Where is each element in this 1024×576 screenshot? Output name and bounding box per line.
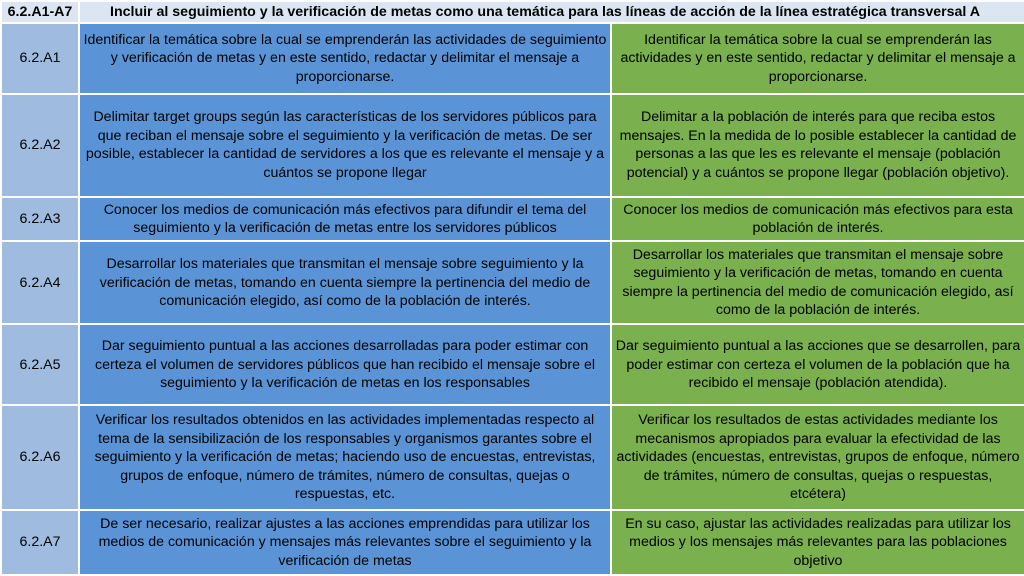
table-row [1,241,1024,324]
original-activity: De ser necesario, realizar ajustes a las acciones emprendidas para utilizar los medios de comunicación y mensajes más relevantes sobre el seguimiento y la verificación de metas [79,510,611,575]
row-id: 6.2.A1 [1,23,79,94]
row-id: 6.2.A3 [1,197,79,241]
revised-activity: En su caso, ajustar las actividades realizadas para utilizar los medios y los mensajes más relevantes para las poblaciones objetivo [611,510,1024,575]
row-id: 6.2.A6 [1,405,79,510]
revised-activity: Conocer los medios de comunicación más efectivos para esta población de interés. [611,197,1024,241]
original-activity: Identificar la temática sobre la cual se emprenderán las actividades de seguimiento y verificación de metas y en este sentido, redactar y delimitar el mensaje a proporcionarse. [79,23,611,94]
original-activity: Dar seguimiento puntual a las acciones desarrolladas para poder estimar con certeza el volumen de servidores públicos que han recibido el mensaje sobre el seguimiento y la verificación de metas en los responsables [79,324,611,405]
table-row [1,23,1024,94]
header-title: Incluir al seguimiento y la verificación de metas como una temática para las líneas de acción de la línea estratégica transversal A [79,1,1024,23]
revised-activity: Identificar la temática sobre la cual se emprenderán las actividades y en este sentido, redactar y delimitar el mensaje a proporcionarse. [611,23,1024,94]
table-row [1,197,1024,241]
table-row [1,94,1024,197]
row-id: 6.2.A7 [1,510,79,575]
table-row [1,405,1024,510]
original-activity: Delimitar target groups según las características de los servidores públicos para que reciban el mensaje sobre el seguimiento y la verificación de metas. De ser posible, establecer la cantidad de servidores a los que es relevante el mensaje y a cuántos se propone llegar [79,94,611,197]
row-id: 6.2.A2 [1,94,79,197]
revised-activity: Verificar los resultados de estas actividades mediante los mecanismos apropiados para evaluar la efectividad de las actividades (encuestas, entrevistas, grupos de enfoque, número de trámites, número de consultas, quejas o respuestas, etcétera) [611,405,1024,510]
revised-activity: Dar seguimiento puntual a las acciones que se desarrollen, para poder estimar con certeza el volumen de la población que ha recibido el mensaje (población atendida). [611,324,1024,405]
original-activity: Conocer los medios de comunicación más efectivos para difundir el tema del seguimiento y la verificación de metas entre los servidores públicos [79,197,611,241]
row-id: 6.2.A4 [1,241,79,324]
table-header-row [1,1,1024,23]
revised-activity: Delimitar a la población de interés para que reciba estos mensajes. En la medida de lo posible establecer la cantidad de personas a las que les es relevante el mensaje (población potencial) y a cuántos se propone llegar (población objetivo). [611,94,1024,197]
original-activity: Desarrollar los materiales que transmitan el mensaje sobre seguimiento y la verificación de metas, tomando en cuenta siempre la pertinencia del medio de comunicación elegido, así como de la población de interés. [79,241,611,324]
table-row [1,510,1024,575]
table-row [1,324,1024,405]
original-activity: Verificar los resultados obtenidos en las actividades implementadas respecto al tema de la sensibilización de los responsables y organismos garantes sobre el seguimiento y la verificación de metas; haciendo uso de encuestas, entrevistas, grupos de enfoque, número de trámites, número de consultas, quejas o respuestas, etc. [79,405,611,510]
revised-activity: Desarrollar los materiales que transmitan el mensaje sobre seguimiento y la verificación de metas, tomando en cuenta siempre la pertinencia del medio de comunicación elegido, así como de la población de interés. [611,241,1024,324]
row-id: 6.2.A5 [1,324,79,405]
header-id: 6.2.A1-A7 [1,1,79,23]
